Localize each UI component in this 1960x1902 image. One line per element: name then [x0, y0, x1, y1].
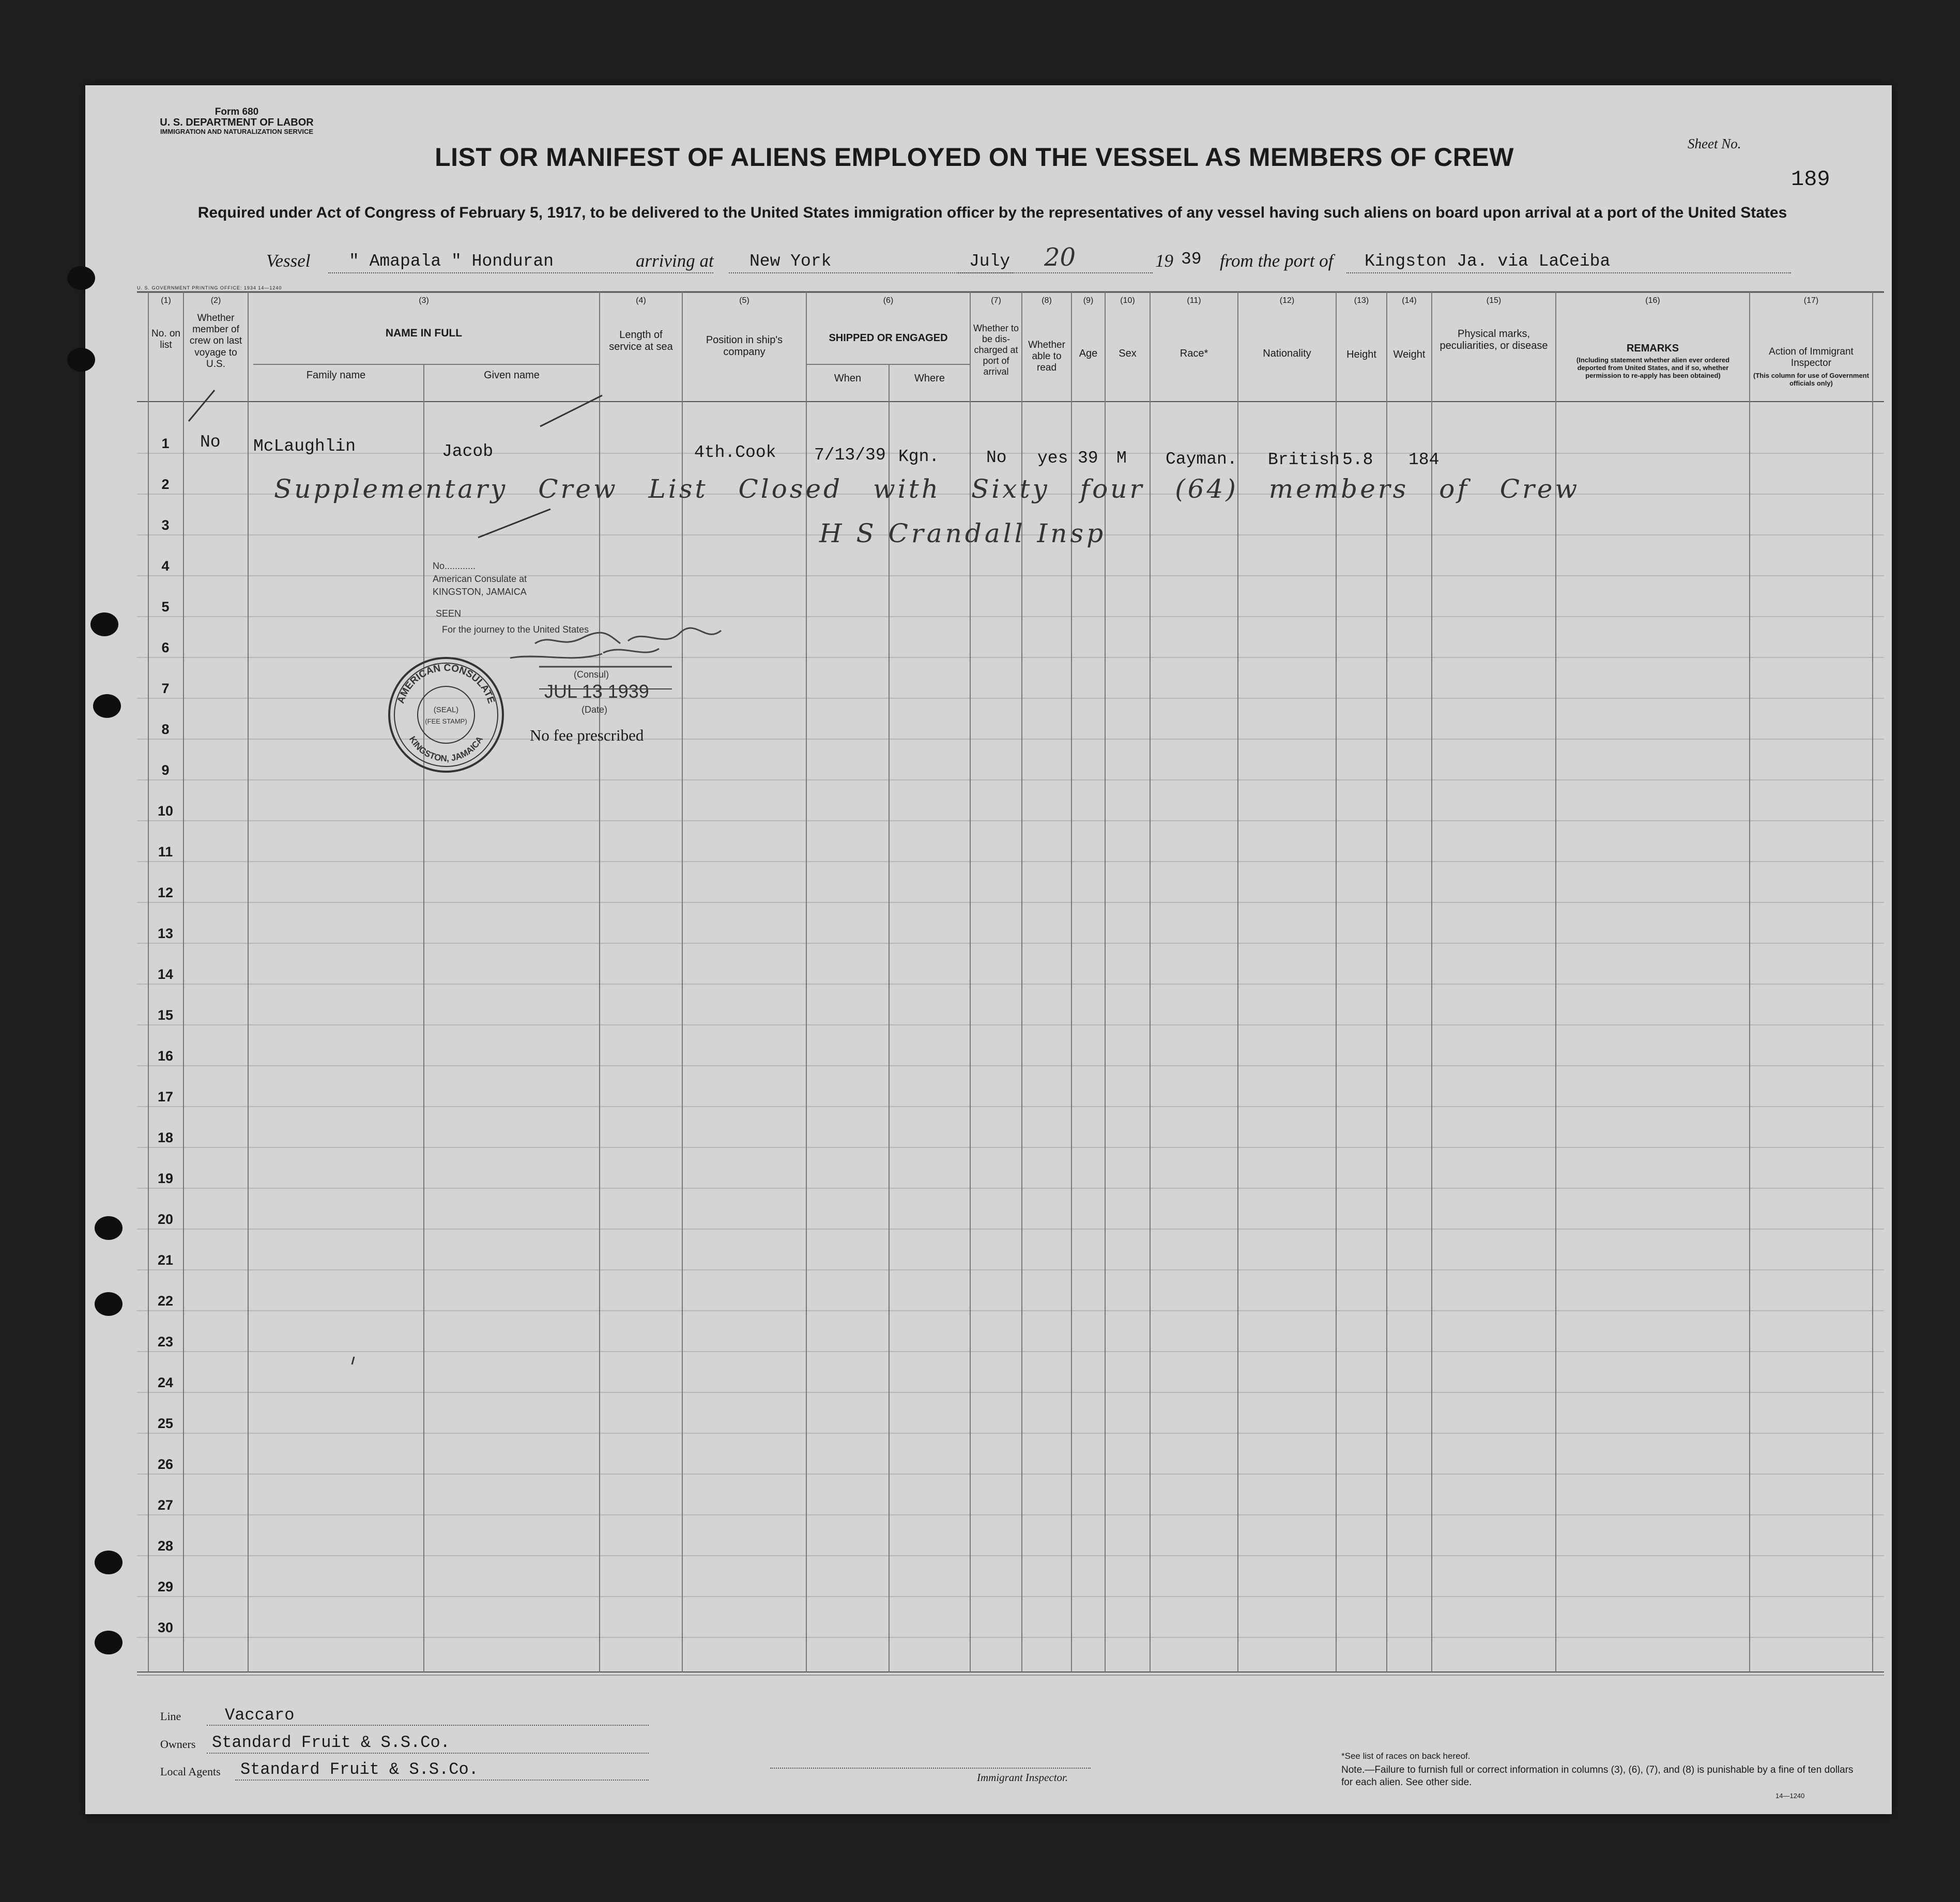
where-header: Where: [914, 373, 945, 384]
given-name-cell: Jacob: [442, 442, 494, 461]
stamp-consulate-line: American Consulate at: [433, 574, 527, 584]
row-number: 5: [161, 599, 170, 615]
line-value: Vaccaro: [225, 1706, 295, 1725]
row-number: 20: [157, 1211, 174, 1227]
col-3-header: NAME IN FULL: [385, 327, 463, 339]
row-number: 22: [157, 1293, 174, 1309]
seal-text-top: AMERICAN CONSULATE: [395, 662, 497, 705]
col-14-number: (14): [1402, 296, 1417, 305]
col-11-header: Race*: [1180, 348, 1208, 359]
col-16-header: REMARKS: [1626, 343, 1679, 354]
manifest-sheet: [85, 85, 1892, 1814]
printer-imprint: U. S. GOVERNMENT PRINTING OFFICE: 1934 14—1240: [137, 285, 282, 290]
col-17-number: (17): [1803, 296, 1819, 305]
arriving-label: arriving at: [636, 251, 714, 271]
row-number: 3: [161, 517, 170, 533]
row-number: 30: [157, 1620, 174, 1635]
department-name: U. S. DEPARTMENT OF LABOR: [160, 116, 314, 128]
page-title: LIST OR MANIFEST OF ALIENS EMPLOYED ON THE VESSEL AS MEMBERS OF CREW: [435, 143, 1514, 172]
row-number: 23: [157, 1334, 174, 1349]
col-10-number: (10): [1120, 296, 1135, 305]
col-4-header: Length of service at sea: [609, 329, 673, 353]
stamp-journey: For the journey to the United States: [442, 624, 589, 635]
arrival-month: July: [969, 252, 1010, 271]
col-9-number: (9): [1083, 296, 1094, 305]
arrival-port: New York: [749, 252, 832, 271]
row-number: 15: [157, 1007, 174, 1023]
row-number: 8: [161, 722, 170, 737]
inspector-signature: H S Crandall Insp: [819, 518, 1107, 548]
shipped-where-cell: Kgn.: [898, 447, 940, 466]
col-8-header: Whether able to read: [1028, 340, 1065, 374]
line-label: Line: [160, 1710, 181, 1723]
col-7-number: (7): [991, 296, 1001, 305]
col-3-number: (3): [419, 296, 429, 305]
agents-label: Local Agents: [160, 1765, 221, 1778]
when-header: When: [834, 373, 862, 384]
row-number: 21: [157, 1252, 174, 1268]
owners-value: Standard Fruit & S.S.Co.: [212, 1733, 450, 1752]
penalty-note: Note.—Failure to furnish full or correct information in columns (3), (6), (7), and (8) is punishable by a fine of ten dollars for each alien. See other side.: [1341, 1765, 1854, 1788]
inspector-label: Immigrant Inspector.: [977, 1771, 1068, 1784]
col-6-header: SHIPPED OR ENGAGED: [829, 332, 948, 344]
from-port-label: from the port of: [1220, 251, 1334, 271]
year-suffix: 39: [1181, 250, 1202, 269]
row-number: 10: [157, 803, 174, 819]
row-number: 17: [157, 1089, 174, 1105]
no-fee-note: No fee prescribed: [530, 726, 644, 744]
row-number: 14: [157, 967, 174, 982]
handwritten-closing-note: Supplementary Crew List Closed with Sixty four (64) members of Crew: [274, 474, 1580, 504]
from-port: Kingston Ja. via LaCeiba: [1365, 252, 1611, 271]
row-number: 2: [161, 477, 170, 492]
sheet-number: 189: [1791, 167, 1830, 192]
col-15-number: (15): [1486, 296, 1502, 305]
row-number: 25: [157, 1416, 174, 1431]
col-12-number: (12): [1279, 296, 1295, 305]
nationality-cell: British: [1268, 450, 1340, 469]
row-number: 26: [157, 1456, 174, 1472]
col-5-header: Position in ship's company: [706, 334, 783, 358]
shipped-when-cell: 7/13/39: [814, 446, 886, 465]
seal-inner-fee: (FEE STAMP): [425, 717, 467, 725]
owners-label: Owners: [160, 1738, 196, 1751]
stamp-consul-label: (Consul): [574, 669, 609, 680]
col-14-header: Weight: [1393, 349, 1426, 360]
row-number: 24: [157, 1375, 174, 1390]
sex-cell: M: [1116, 449, 1127, 468]
row-number: 28: [157, 1538, 174, 1554]
seal-text-bottom: KINGSTON, JAMAICA: [407, 734, 485, 764]
row-number: 9: [161, 762, 170, 778]
col-16-number: (16): [1645, 296, 1660, 305]
row-number: 18: [157, 1130, 174, 1145]
row-number: 16: [157, 1048, 174, 1064]
row-number: 1: [161, 436, 170, 451]
page-subtitle: Required under Act of Congress of February 5, 1917, to be delivered to the United States immigration officer by the representatives of any vessel having such aliens on board upon arrival at a port of the United States: [197, 204, 1787, 221]
row-number: 13: [157, 926, 174, 941]
form-code: 14—1240: [1775, 1792, 1805, 1800]
discharged-cell: No: [986, 448, 1007, 467]
col-17-subheader: (This column for use of Government officials only): [1753, 372, 1869, 387]
col-2-header: Whether member of crew on last voyage to U.S.: [189, 313, 242, 370]
row-number: 27: [157, 1497, 174, 1513]
col-10-header: Sex: [1119, 348, 1137, 359]
family-name-cell: McLaughlin: [253, 437, 356, 456]
age-cell: 39: [1078, 449, 1098, 468]
seal-inner-seal: (SEAL): [433, 705, 459, 714]
last-voyage-cell: No: [200, 433, 221, 452]
service-name: IMMIGRATION AND NATURALIZATION SERVICE: [160, 127, 314, 135]
col-6-number: (6): [883, 296, 894, 305]
col-15-header: Physical marks, peculiarities, or disease: [1440, 328, 1548, 352]
col-12-header: Nationality: [1263, 348, 1311, 359]
race-cell: Cayman.: [1166, 450, 1237, 469]
stamp-number: No............: [433, 561, 476, 571]
col-9-header: Age: [1079, 348, 1098, 359]
svg-text:AMERICAN CONSULATE: [395, 663, 497, 705]
stamp-date: JUL 13 1939: [544, 681, 649, 702]
given-name-header: Given name: [484, 370, 540, 381]
col-17-header: Action of Immigrant Inspector: [1769, 346, 1854, 369]
row-number: 7: [161, 681, 170, 696]
stamp-seen: SEEN: [436, 608, 462, 619]
row-number: 19: [157, 1171, 174, 1186]
row-number: 4: [161, 558, 170, 574]
vessel-label: Vessel: [266, 251, 311, 271]
family-name-header: Family name: [306, 370, 366, 381]
consulate-seal: [387, 655, 506, 774]
row-number: 12: [157, 885, 174, 900]
position-cell: 4th.Cook: [694, 443, 776, 462]
col-8-number: (8): [1042, 296, 1052, 305]
able-to-read-cell: yes: [1037, 449, 1068, 468]
col-4-number: (4): [636, 296, 646, 305]
agents-value: Standard Fruit & S.S.Co.: [240, 1760, 479, 1779]
stamp-date-label: (Date): [581, 704, 608, 715]
col-11-number: (11): [1187, 296, 1201, 305]
col-13-number: (13): [1354, 296, 1369, 305]
sheet-number-label: Sheet No.: [1688, 136, 1741, 151]
col-1-header: No. on list: [151, 328, 180, 351]
col-5-number: (5): [739, 296, 749, 305]
stamp-city: KINGSTON, JAMAICA: [433, 587, 527, 597]
form-number: Form 680: [215, 106, 259, 117]
arrival-day: 20: [1044, 243, 1076, 272]
races-note: *See list of races on back hereof.: [1341, 1751, 1471, 1761]
consular-signature: [85, 85, 1892, 1814]
col-16-subheader: (Including statement whether alien ever ordered deported from United States, and if so, whether permission to re-apply has been obtained): [1576, 356, 1730, 379]
col-2-number: (2): [210, 296, 221, 305]
row-number: 29: [157, 1579, 174, 1594]
col-7-header: Whether to be dis-charged at port of arrival: [973, 323, 1019, 377]
col-13-header: Height: [1346, 349, 1376, 360]
weight-cell: 184: [1408, 450, 1440, 469]
year-prefix: 19: [1155, 251, 1173, 271]
col-1-number: (1): [161, 296, 171, 305]
row-number: 6: [161, 640, 170, 655]
row-number: 11: [158, 844, 173, 860]
vessel-name: " Amapala " Honduran: [349, 252, 554, 271]
height-cell: 5.8: [1342, 450, 1373, 469]
